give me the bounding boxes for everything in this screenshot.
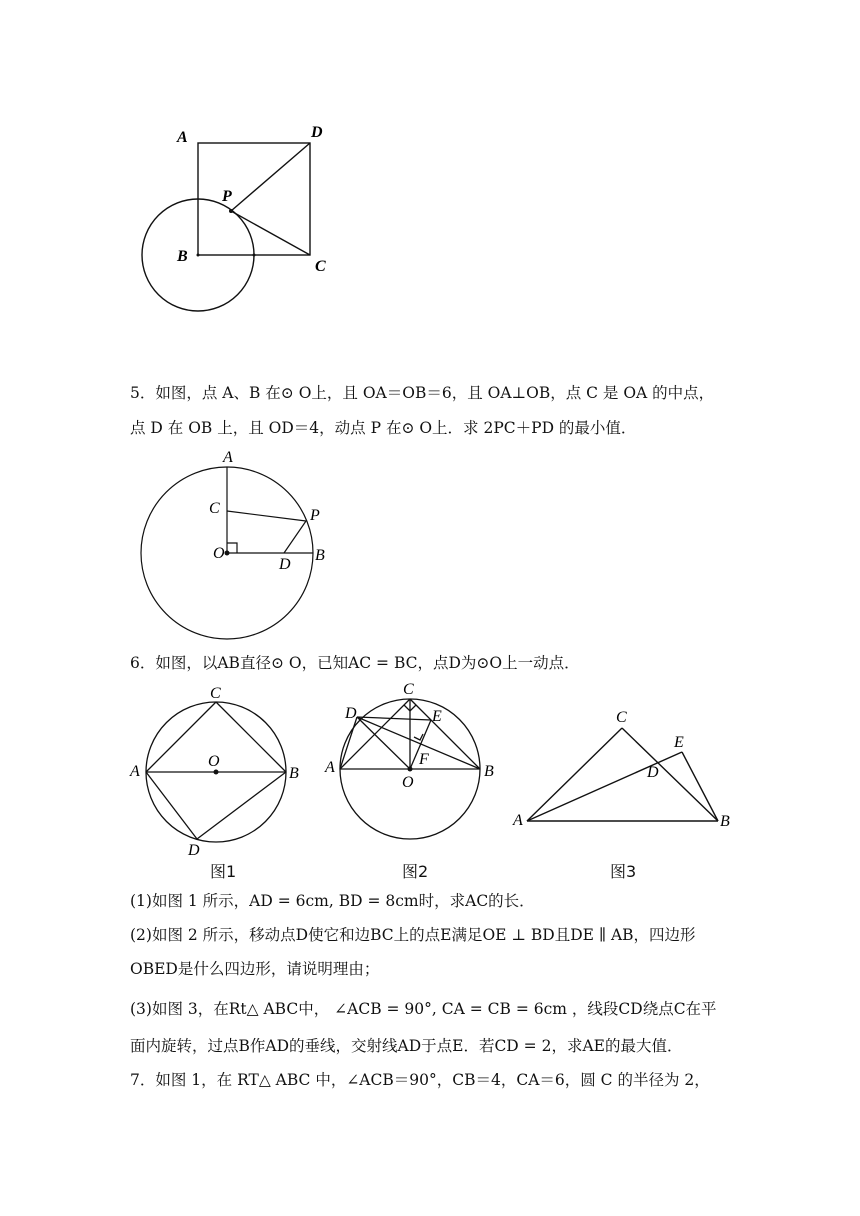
- fig1-label-a: A: [130, 763, 140, 780]
- fig1-label-o: O: [208, 753, 220, 770]
- problem7-line1: 7．如图 1，在 RT△ ABC 中，∠ACB＝90°，CB＝4，CA＝6，圆 C 的半径为 2，: [130, 1071, 710, 1089]
- fig2-label-b: B: [484, 763, 494, 780]
- fig2-label-d: D: [345, 705, 357, 722]
- problem6-q3-line1: (3)如图 3，在Rt△ ABC中， ∠ACB = 90°, CA = CB = 6cm ，线段CD绕点C在平: [130, 1000, 717, 1018]
- fig3-label-a: A: [513, 812, 523, 829]
- fig2-label-f: F: [419, 751, 429, 768]
- problem5-line2: 点 D 在 OB 上，且 OD＝4，动点 P 在⊙ O上．求 2PC＋PD 的最小值．: [130, 419, 637, 437]
- fig3-label-c: C: [616, 709, 627, 726]
- label-c: C: [209, 500, 220, 517]
- label-a: A: [223, 449, 233, 466]
- label-b: B: [177, 248, 188, 265]
- fig2-label-c: C: [403, 681, 414, 698]
- label-c: C: [315, 258, 326, 275]
- problem5-line1: 5．如图，点 A、B 在⊙ O上，且 OA＝OB＝6，且 OA⊥OB，点 C 是 OA 的中点，: [130, 384, 715, 402]
- fig1-label-c: C: [210, 685, 221, 702]
- fig2-label-e: E: [432, 708, 442, 725]
- fig1-point-o: [214, 770, 219, 775]
- fig3: [527, 728, 718, 821]
- fig3-label-b: B: [720, 813, 730, 830]
- problem6-q3-line2: 面内旋转，过点B作AD的垂线，交射线AD于点E．若CD = 2，求AE的最大值．: [130, 1037, 683, 1055]
- problem6-intro: 6．如图，以AB直径⊙ O，已知AC = BC，点D为⊙O上一动点．: [130, 654, 580, 672]
- fig3-label-d: D: [647, 764, 659, 781]
- fig1-label-b: B: [289, 765, 299, 782]
- problem6-q1: (1)如图 1 所示，AD = 6cm, BD = 8cm时，求AC的长．: [130, 892, 535, 910]
- fig2-caption: 图2: [402, 862, 429, 881]
- label-a: A: [177, 129, 188, 146]
- fig2-label-a: A: [325, 759, 335, 776]
- fig1-label-d: D: [188, 842, 200, 859]
- fig2-label-o: O: [402, 774, 414, 791]
- label-p: P: [222, 188, 232, 205]
- label-o: O: [213, 545, 225, 562]
- fig3-label-e: E: [674, 734, 684, 751]
- problem6-q2-line2: OBED是什么四边形，请说明理由；: [130, 960, 380, 978]
- fig2-point-o: [408, 767, 413, 772]
- label-d: D: [279, 556, 291, 573]
- label-b: B: [315, 547, 325, 564]
- fig1-caption: 图1: [210, 862, 237, 881]
- fig3-caption: 图3: [610, 862, 637, 881]
- label-p: P: [310, 507, 320, 524]
- problem6-q2-line1: (2)如图 2 所示，移动点D使它和边BC上的点E满足OE ⊥ BD且DE ∥ AB，四边形: [130, 926, 696, 944]
- label-d: D: [311, 124, 323, 141]
